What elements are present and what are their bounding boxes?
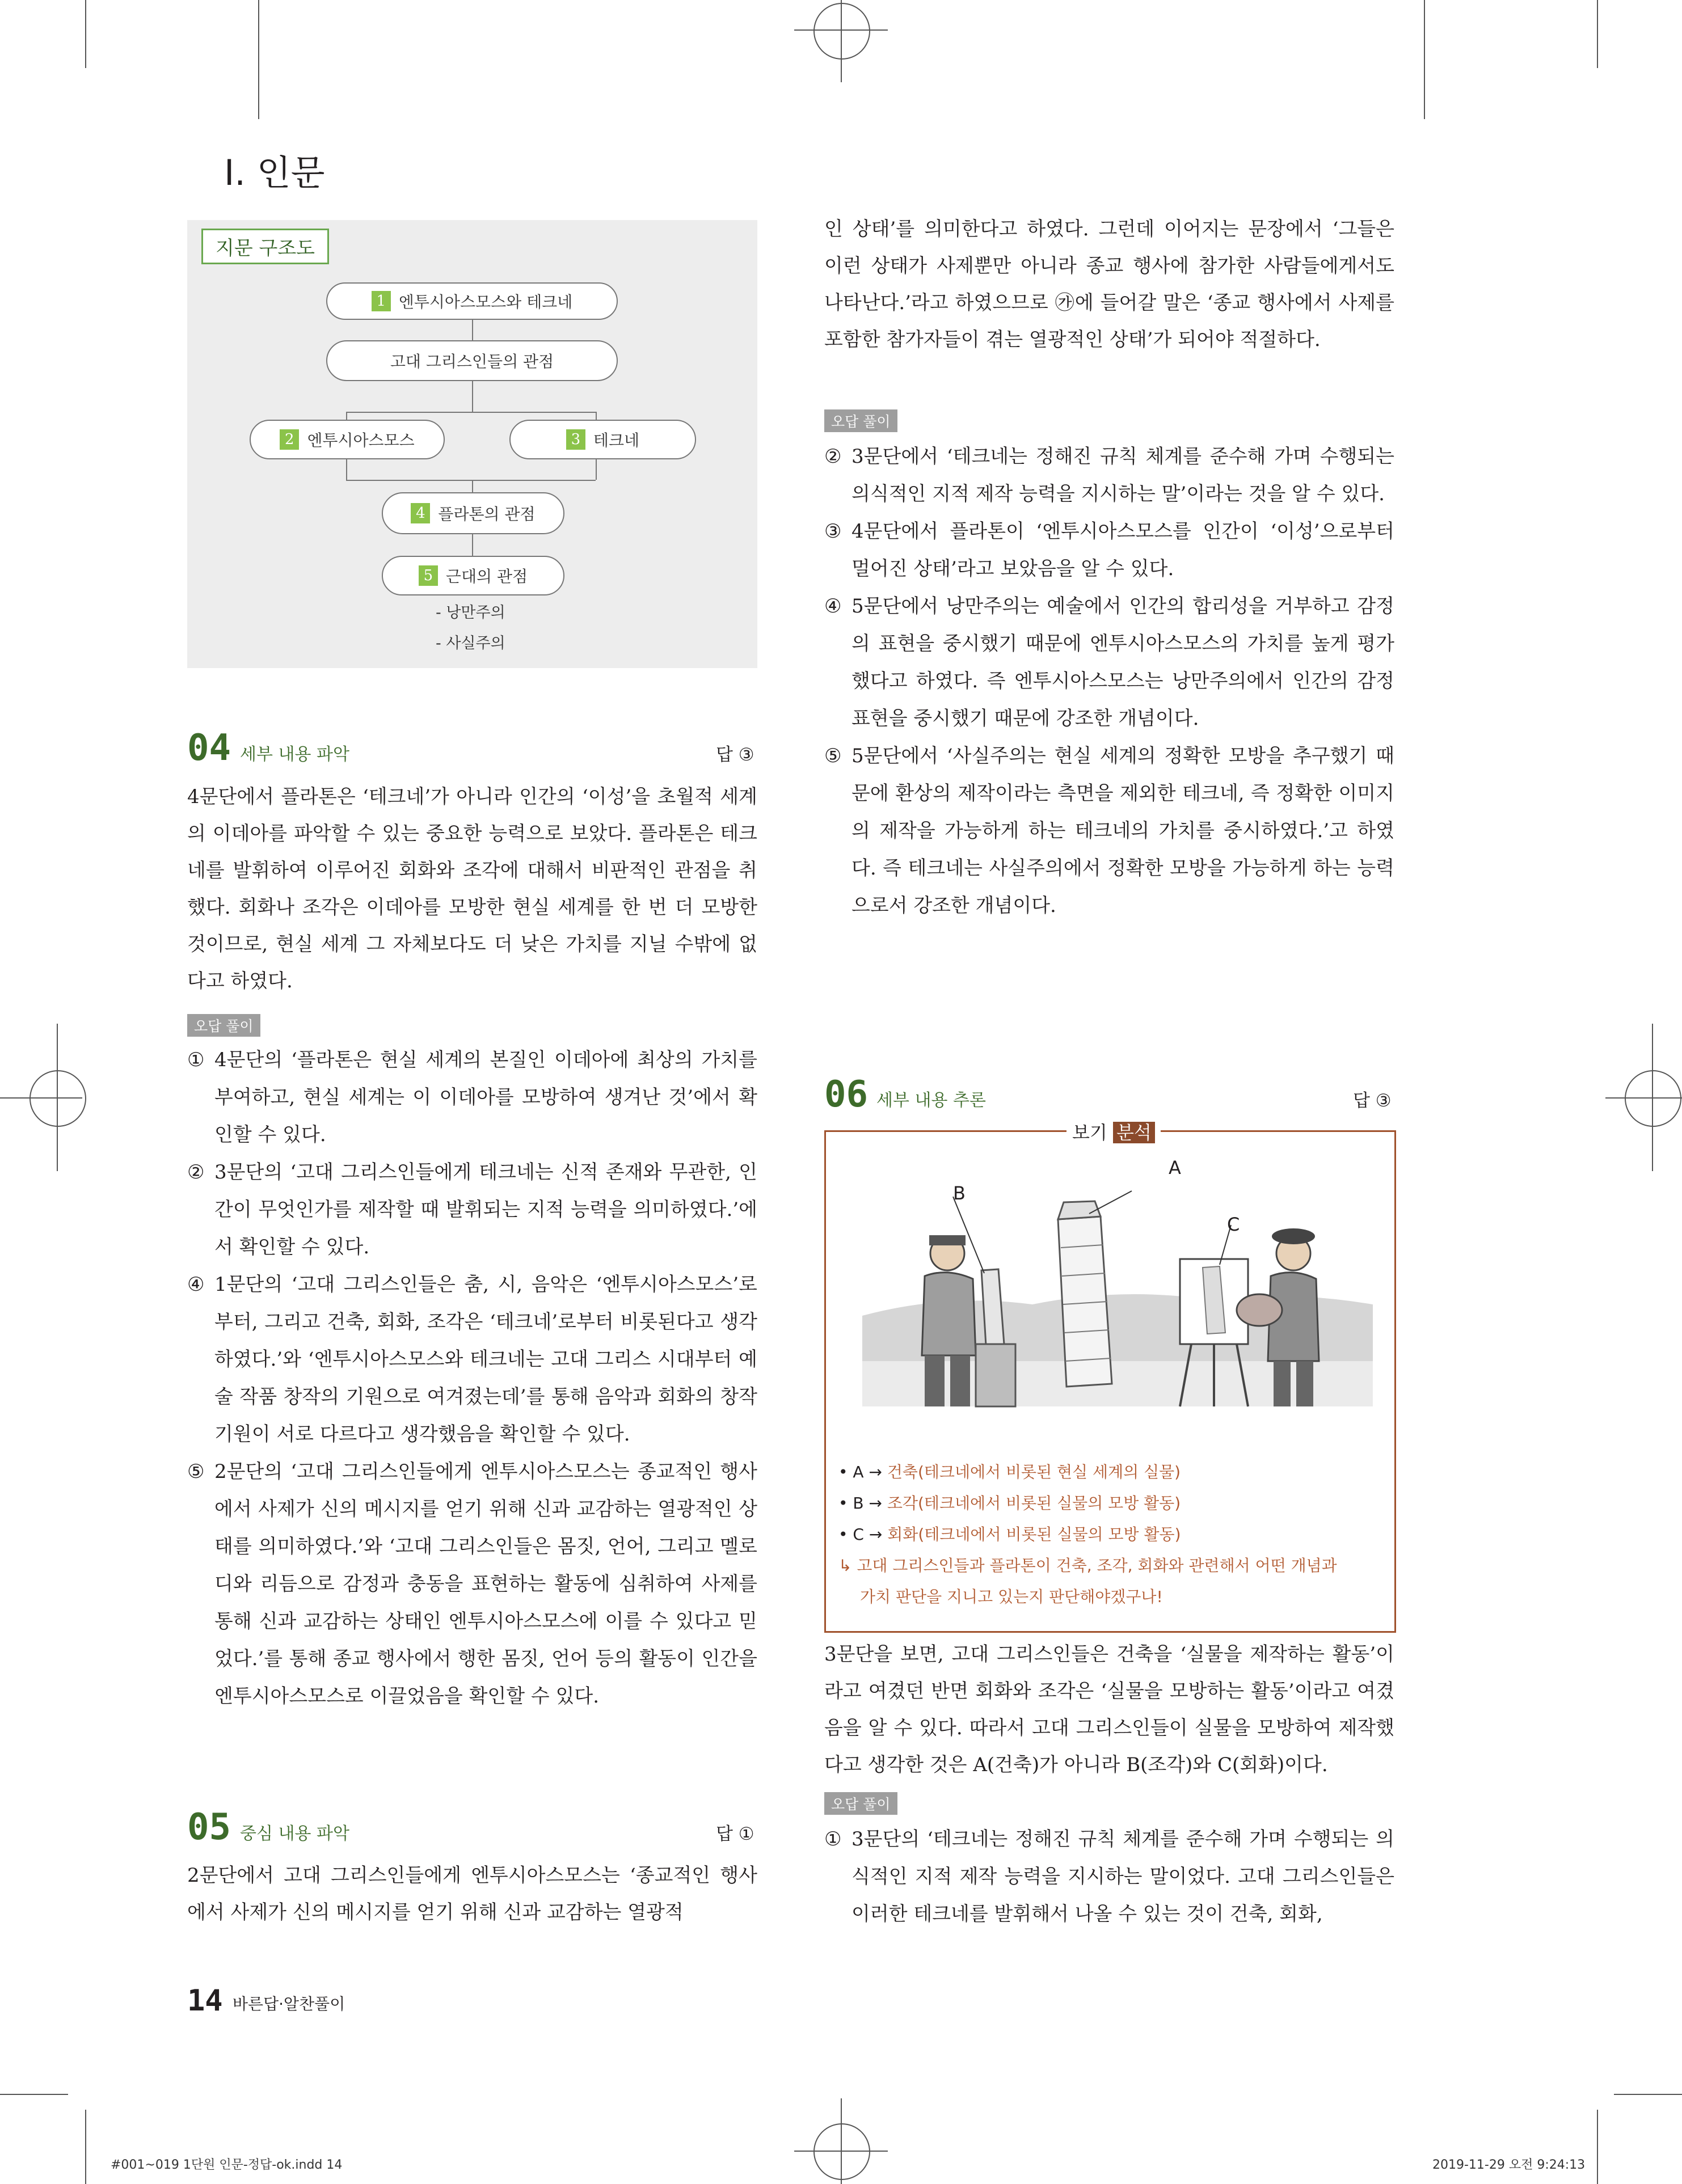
crop-mark bbox=[1614, 2094, 1682, 2095]
list-item bbox=[824, 438, 1394, 513]
choice-text: 3문단의 ‘고대 그리스인들에게 테크네는 신적 존재와 무관한, 인간이 무엇인가를 제작할 때 발휘되는 지적 능력을 의미하였다.’에서 확인할 수 있다. bbox=[214, 1161, 757, 1258]
crop-mark bbox=[85, 2110, 86, 2184]
node-number: 5 bbox=[419, 565, 438, 586]
choice-mark: ② bbox=[187, 1161, 205, 1184]
node-modern-view bbox=[382, 556, 564, 595]
node-number: 3 bbox=[566, 429, 585, 450]
label-a: A bbox=[1169, 1157, 1181, 1178]
registration-mark bbox=[813, 3, 870, 60]
crop-mark bbox=[85, 0, 86, 68]
choice-mark: ① bbox=[824, 1828, 842, 1851]
node-label: 엔투시아스모스와 테크네 bbox=[398, 293, 573, 311]
diagram-connector bbox=[596, 458, 597, 480]
diagram-connector bbox=[472, 480, 473, 492]
choice-mark: ④ bbox=[824, 595, 842, 618]
list-item bbox=[187, 1266, 757, 1453]
registration-mark bbox=[29, 1070, 86, 1127]
question-number-05: 05 bbox=[187, 1806, 231, 1848]
crop-mark bbox=[258, 0, 259, 119]
choice-text: 2문단의 ‘고대 그리스인들에게 엔투시아스모스는 종교적인 행사에서 사제가 신의 메시지를 얻기 위해 신과 교감하는 열광적인 상태를 의미하였다.’와 ‘고대 그리스인들은 몸짓, 언어, 그리고 멜로디와 리듬으로 감정과 충동을 표현하는 활동에 심취하여 사제를 통해 신과 교감하는 상태인 엔투시아스모스에 이를 수 있다고 믿었다.’를 통해 종교 행사에서 행한 몸짓, 언어 등의 활동이 인간을 엔투시아스모스로 이끌었음을 확인할 수 있다. bbox=[214, 1460, 757, 1708]
crop-mark bbox=[1597, 2110, 1598, 2184]
choice-text: 3문단의 ‘테크네는 정해진 규칙 체계를 준수해 가며 수행되는 의식적인 지적 제작 능력을 지시하는 말이었다. 고대 그리스인들은 이러한 테크네를 발휘해서 나올 수 있는 것이 건축, 회화, bbox=[851, 1828, 1394, 1925]
label-b: B bbox=[953, 1182, 966, 1204]
crop-mark bbox=[794, 2151, 888, 2152]
node-techne bbox=[509, 420, 696, 459]
list-item bbox=[838, 1519, 1337, 1550]
diagram-connector bbox=[346, 412, 596, 413]
question-number-06: 06 bbox=[824, 1074, 869, 1116]
node-label: 근대의 관점 bbox=[445, 567, 528, 586]
bogi-key: • A → bbox=[838, 1463, 887, 1481]
question-number-04: 04 bbox=[187, 727, 231, 769]
node-enthusiasmos-techne bbox=[326, 282, 618, 320]
list-item bbox=[187, 1041, 757, 1154]
crop-mark bbox=[794, 29, 888, 31]
wrong-answer-tag: 오답 풀이 bbox=[187, 1014, 260, 1037]
leaning-tower bbox=[1058, 1201, 1112, 1387]
node-label: 엔투시아스모스 bbox=[307, 431, 415, 450]
choice-mark: ① bbox=[187, 1049, 205, 1071]
q05-explanation-continued: 인 상태’를 의미한다고 하였다. 그런데 이어지는 문장에서 ‘그들은 이런 상태가 사제뿐만 아니라 종교 행사에 참가한 사람들에게서도 나타난다.’라고 하였으므로 ㉮에 들어갈 말은 ‘종교 행사에서 사제를 포함한 참가자들이 겪는 열광적인 상태’가 되어야 적절하다. bbox=[824, 218, 1394, 351]
list-item bbox=[187, 1154, 757, 1266]
bogi-analysis bbox=[838, 1456, 1337, 1612]
answer-04: 답 ③ bbox=[716, 745, 754, 765]
print-timestamp: 2019-11-29 오전 9:24:13 bbox=[1432, 2158, 1586, 2172]
question-title-06: 세부 내용 추론 bbox=[876, 1091, 986, 1110]
diagram-connector bbox=[472, 318, 473, 340]
crop-mark bbox=[1424, 0, 1425, 119]
bogi-key: • B → bbox=[838, 1494, 887, 1513]
wrong-answer-tag: 오답 풀이 bbox=[824, 1792, 897, 1815]
q05-wrong-answers bbox=[824, 438, 1394, 924]
bogi-comment-line1: ↳ 고대 그리스인들과 플라톤이 건축, 조각, 회화와 관련해서 어떤 개념과 bbox=[838, 1556, 1337, 1575]
choice-mark: ⑤ bbox=[187, 1460, 205, 1483]
list-item bbox=[838, 1456, 1337, 1488]
bogi-note: 조각(테크네에서 비롯된 실물의 모방 활동) bbox=[887, 1494, 1181, 1513]
list-item bbox=[187, 1453, 757, 1715]
choice-text: 4문단의 ‘플라톤은 현실 세계의 본질인 이데아에 최상의 가치를 부여하고, 현실 세계는 이 이데아를 모방하여 생겨난 것’에서 확인할 수 있다. bbox=[214, 1049, 757, 1146]
choice-text: 1문단의 ‘고대 그리스인들은 춤, 시, 음악은 ‘엔투시아스모스’로부터, 그리고 건축, 회화, 조각은 ‘테크네’로부터 비롯된다고 생각하였다.’와 ‘엔투시아스모스와 테크네는 고대 그리스 시대부터 예술 작품 창작의 기원으로 여겨졌는데’를 통해 음악과 회화의 창작 기원이 서로 다르다고 생각했음을 확인할 수 있다. bbox=[214, 1273, 757, 1446]
diagram-connector bbox=[346, 458, 347, 480]
q06-wrong-answers bbox=[824, 1820, 1394, 1933]
file-slug: #001~019 1단원 인문-정답-ok.indd 14 bbox=[111, 2158, 343, 2172]
list-item bbox=[824, 513, 1394, 588]
structure-label: 지문 구조도 bbox=[201, 229, 329, 264]
choice-text: 5문단에서 ‘사실주의는 현실 세계의 정확한 모방을 추구했기 때문에 환상의 제작이라는 측면을 제외한 테크네, 즉 정확한 이미지의 제작을 가능하게 하는 테크네의 가치를 중시하였다.’고 하였다. 즉 테크네는 사실주의에서 정확한 모방을 가능하게 하는 능력으로서 강조한 개념이다. bbox=[851, 745, 1394, 917]
crop-mark bbox=[0, 2094, 68, 2095]
illustration bbox=[862, 1157, 1373, 1440]
book-title: 바른답·알찬풀이 bbox=[233, 1995, 345, 2013]
diagram-connector bbox=[596, 412, 597, 420]
node-label: 테크네 bbox=[593, 431, 640, 450]
node-label: 고대 그리스인들의 관점 bbox=[390, 352, 554, 371]
diagram-connector bbox=[472, 533, 473, 556]
label-c: C bbox=[1227, 1214, 1240, 1235]
page-number: 14 bbox=[187, 1984, 223, 2018]
answer-06: 답 ③ bbox=[1353, 1091, 1392, 1111]
node-ancient-greek-view bbox=[326, 340, 618, 381]
choice-mark: ⑤ bbox=[824, 745, 842, 767]
bogi-title bbox=[1066, 1118, 1161, 1144]
diagram-connector bbox=[472, 379, 473, 412]
registration-mark bbox=[1625, 1070, 1681, 1127]
list-item bbox=[824, 1820, 1394, 1933]
node-number: 1 bbox=[372, 291, 391, 311]
node-enthusiasmos bbox=[250, 420, 445, 459]
bogi-key: • C → bbox=[838, 1525, 888, 1544]
q06-explanation: 3문단을 보면, 고대 그리스인들은 건축을 ‘실물을 제작하는 활동’이라고 여겼던 반면 회화와 조각은 ‘실물을 모방하는 활동’이라고 여겼음을 알 수 있다. 따라서 고대 그리스인들이 실물을 모방하여 제작했다고 생각한 것은 A(건축)가 아니라 B(조각)와 C(회화)이다. bbox=[824, 1643, 1394, 1776]
q04-wrong-answers bbox=[187, 1041, 757, 1715]
subitem-romanticism: - 낭만주의 bbox=[436, 604, 505, 622]
wrong-answer-tag: 오답 풀이 bbox=[824, 409, 897, 432]
choice-text: 5문단에서 낭만주의는 예술에서 인간의 합리성을 거부하고 감정의 표현을 중시했기 때문에 엔투시아스모스의 가치를 높게 평가했다고 하였다. 즉 엔투시아스모스는 낭만주의에서 인간의 감정 표현을 중시했기 때문에 강조한 개념이다. bbox=[851, 595, 1394, 730]
section-title: Ⅰ. 인문 bbox=[224, 152, 325, 193]
question-title-04: 세부 내용 파악 bbox=[240, 745, 349, 764]
list-item bbox=[824, 737, 1394, 924]
subitem-realism: - 사실주의 bbox=[436, 635, 505, 652]
q05-explanation: 2문단에서 고대 그리스인들에게 엔투시아스모스는 ‘종교적인 행사에서 사제가 신의 메시지를 얻기 위해 신과 교감하는 열광적 bbox=[187, 1864, 757, 1924]
bogi-note: 회화(테크네에서 비롯된 실물의 모방 활동) bbox=[887, 1525, 1181, 1544]
diagram-connector bbox=[346, 412, 347, 420]
choice-mark: ④ bbox=[187, 1273, 205, 1296]
list-item bbox=[824, 588, 1394, 737]
diagram-connector bbox=[346, 480, 596, 481]
q04-explanation: 4문단에서 플라톤은 ‘테크네’가 아니라 인간의 ‘이성’을 초월적 세계의 이데아를 파악할 수 있는 중요한 능력으로 보았다. 플라톤은 테크네를 발휘하여 이루어진 회화와 조각에 대해서 비판적인 관점을 취했다. 회화나 조각은 이데아를 모방한 현실 세계를 한 번 더 모방한 것이므로, 현실 세계 그 자체보다도 더 낮은 가치를 지닐 수밖에 없다고 하였다. bbox=[187, 785, 757, 992]
choice-mark: ② bbox=[824, 445, 842, 468]
bogi-label: 보기 bbox=[1072, 1122, 1107, 1143]
crop-mark bbox=[1597, 0, 1598, 68]
node-number: 4 bbox=[411, 503, 430, 523]
question-title-05: 중심 내용 파악 bbox=[240, 1824, 349, 1844]
list-item bbox=[838, 1488, 1337, 1519]
bogi-note: 건축(테크네에서 비롯된 현실 세계의 실물) bbox=[887, 1463, 1181, 1481]
node-plato-view bbox=[382, 492, 564, 534]
bogi-badge: 분석 bbox=[1113, 1122, 1155, 1143]
node-number: 2 bbox=[280, 429, 299, 450]
choice-mark: ③ bbox=[824, 520, 842, 543]
registration-mark bbox=[813, 2123, 870, 2180]
node-label: 플라톤의 관점 bbox=[438, 505, 536, 523]
bogi-comment-line2: 가치 판단을 지니고 있는지 판단해야겠구나! bbox=[860, 1587, 1163, 1606]
choice-text: 3문단에서 ‘테크네는 정해진 규칙 체계를 준수해 가며 수행되는 의식적인 지적 제작 능력을 지시하는 말’이라는 것을 알 수 있다. bbox=[851, 445, 1394, 505]
answer-05: 답 ① bbox=[716, 1824, 754, 1844]
choice-text: 4문단에서 플라톤이 ‘엔투시아스모스를 인간이 ‘이성’으로부터 멀어진 상태’라고 보았음을 알 수 있다. bbox=[851, 520, 1394, 580]
